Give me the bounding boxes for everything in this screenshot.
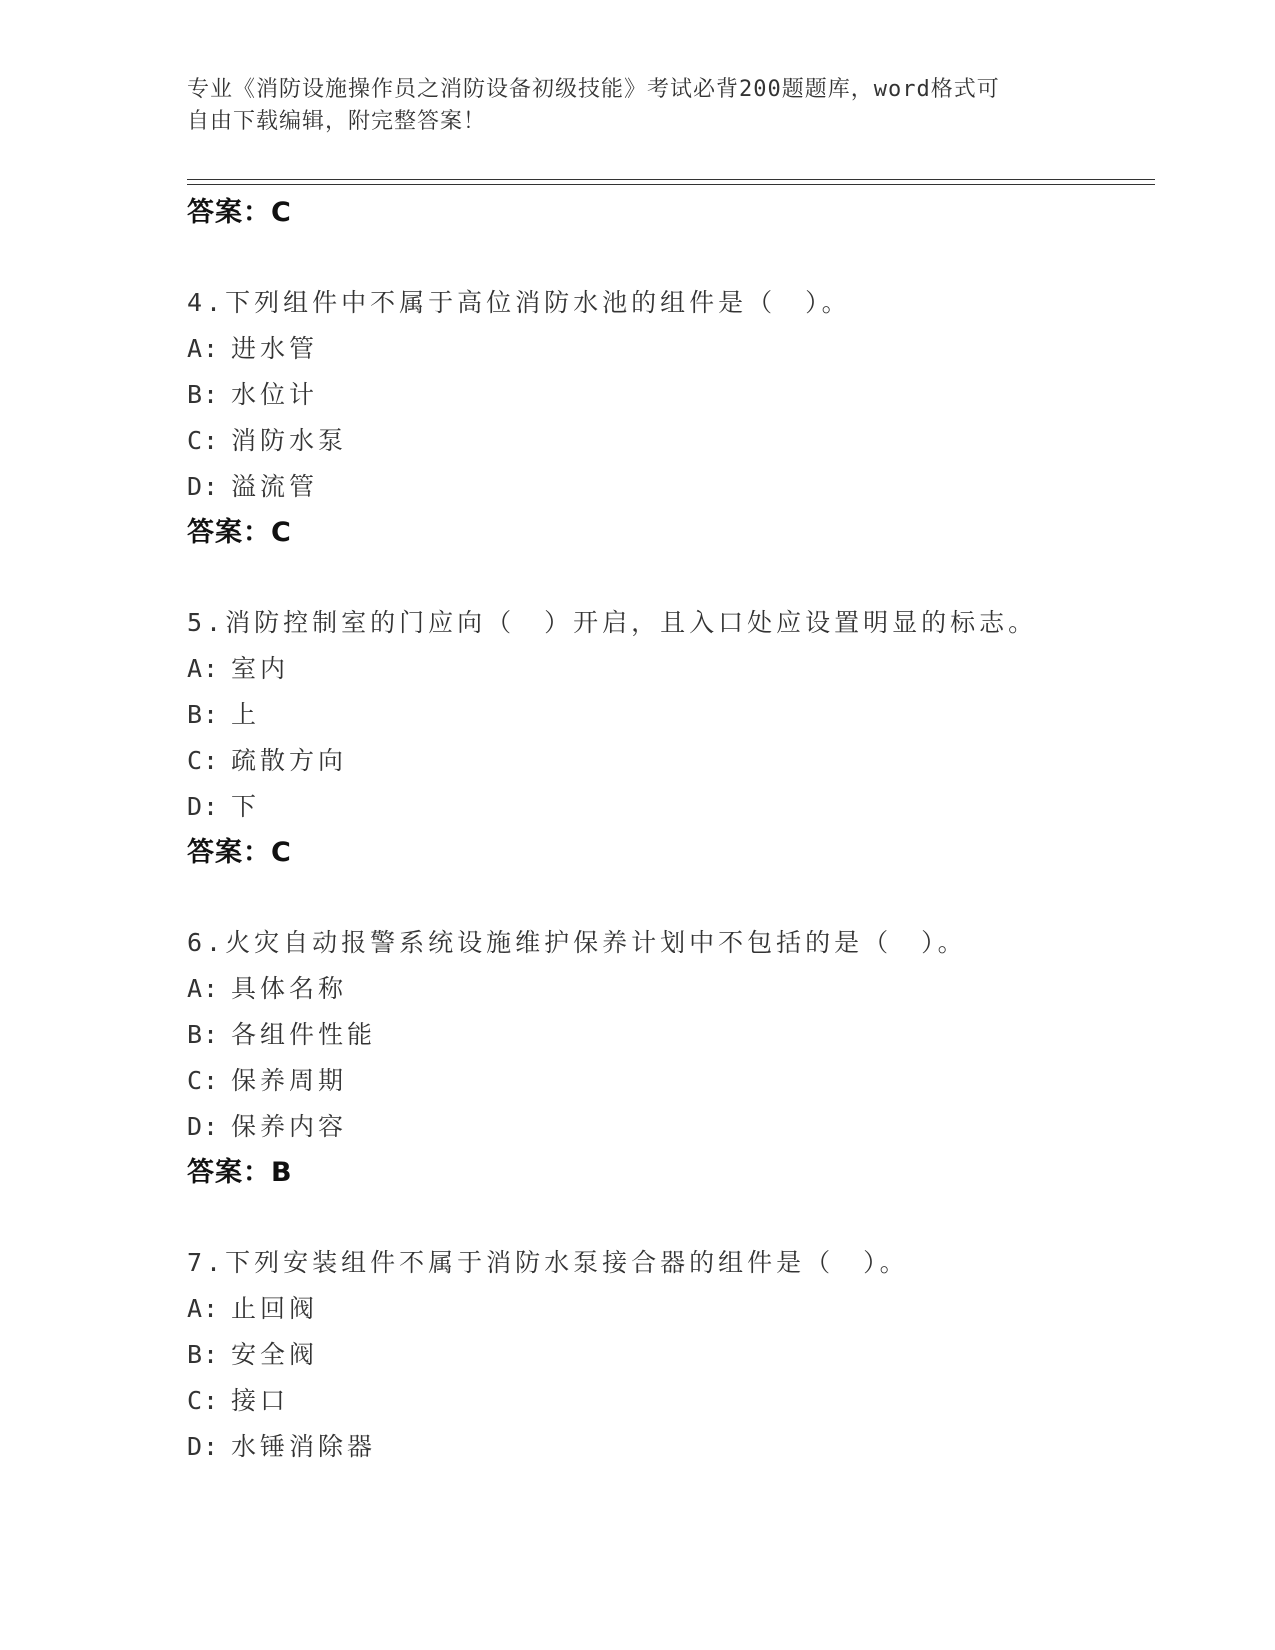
option-d — [187, 464, 1147, 510]
option-letter: B: — [187, 1020, 220, 1049]
question-6 — [187, 920, 1147, 1196]
option-text: 水锤消除器 — [231, 1432, 377, 1461]
option-text: 室内 — [231, 654, 290, 683]
option-a — [187, 646, 1147, 692]
option-letter: D: — [187, 472, 220, 501]
option-text: 水位计 — [231, 380, 319, 409]
answer-line: 答案：B — [187, 1157, 293, 1188]
option-letter: B: — [187, 1340, 220, 1369]
option-letter: A: — [187, 974, 220, 1003]
option-letter: C: — [187, 426, 220, 455]
header-divider-top — [187, 179, 1155, 180]
header-divider-bottom — [187, 184, 1155, 185]
question-7 — [187, 1240, 1147, 1470]
option-letter: A: — [187, 1294, 220, 1323]
option-letter: D: — [187, 1432, 220, 1461]
option-d — [187, 1424, 1147, 1470]
option-text: 保养周期 — [231, 1066, 348, 1095]
option-text: 溢流管 — [231, 472, 319, 501]
option-text: 接口 — [231, 1386, 290, 1415]
option-letter: B: — [187, 380, 220, 409]
option-b — [187, 692, 1147, 738]
answer-line: 答案：C — [187, 517, 292, 548]
option-text: 保养内容 — [231, 1112, 348, 1141]
option-text: 具体名称 — [231, 974, 348, 1003]
question-list — [187, 190, 1147, 1470]
question-4 — [187, 280, 1147, 556]
option-c — [187, 738, 1147, 784]
option-text: 疏散方向 — [231, 746, 348, 775]
option-d — [187, 1104, 1147, 1150]
question-text: 6.火灾自动报警系统设施维护保养计划中不包括的是（ ）。 — [187, 928, 967, 957]
option-text: 上 — [231, 700, 261, 729]
option-text: 各组件性能 — [231, 1020, 377, 1049]
question-5 — [187, 600, 1147, 876]
option-letter: B: — [187, 700, 220, 729]
option-letter: C: — [187, 746, 220, 775]
option-a — [187, 966, 1147, 1012]
document-header — [187, 74, 1067, 138]
option-b — [187, 1332, 1147, 1378]
option-text: 安全阀 — [231, 1340, 319, 1369]
option-letter: D: — [187, 792, 220, 821]
option-c — [187, 1058, 1147, 1104]
option-letter: C: — [187, 1386, 220, 1415]
option-a — [187, 326, 1147, 372]
option-letter: A: — [187, 334, 220, 363]
header-line-2: 自由下载编辑，附完整答案！ — [187, 109, 487, 134]
option-c — [187, 418, 1147, 464]
header-line-1: 专业《消防设施操作员之消防设备初级技能》考试必背200题题库，word格式可 — [187, 77, 1000, 102]
option-text: 进水管 — [231, 334, 319, 363]
question-text: 4.下列组件中不属于高位消防水池的组件是（ ）。 — [187, 288, 851, 317]
answer-line: 答案：C — [187, 197, 292, 228]
option-c — [187, 1378, 1147, 1424]
option-text: 止回阀 — [231, 1294, 319, 1323]
question-text: 7.下列安装组件不属于消防水泵接合器的组件是（ ）。 — [187, 1248, 909, 1277]
option-b — [187, 1012, 1147, 1058]
option-a — [187, 1286, 1147, 1332]
option-letter: C: — [187, 1066, 220, 1095]
option-b — [187, 372, 1147, 418]
answer-line: 答案：C — [187, 837, 292, 868]
question-text: 5.消防控制室的门应向（ ）开启，且入口处应设置明显的标志。 — [187, 608, 1038, 637]
option-letter: A: — [187, 654, 220, 683]
option-d — [187, 784, 1147, 830]
option-letter: D: — [187, 1112, 220, 1141]
option-text: 下 — [231, 792, 261, 821]
option-text: 消防水泵 — [231, 426, 348, 455]
